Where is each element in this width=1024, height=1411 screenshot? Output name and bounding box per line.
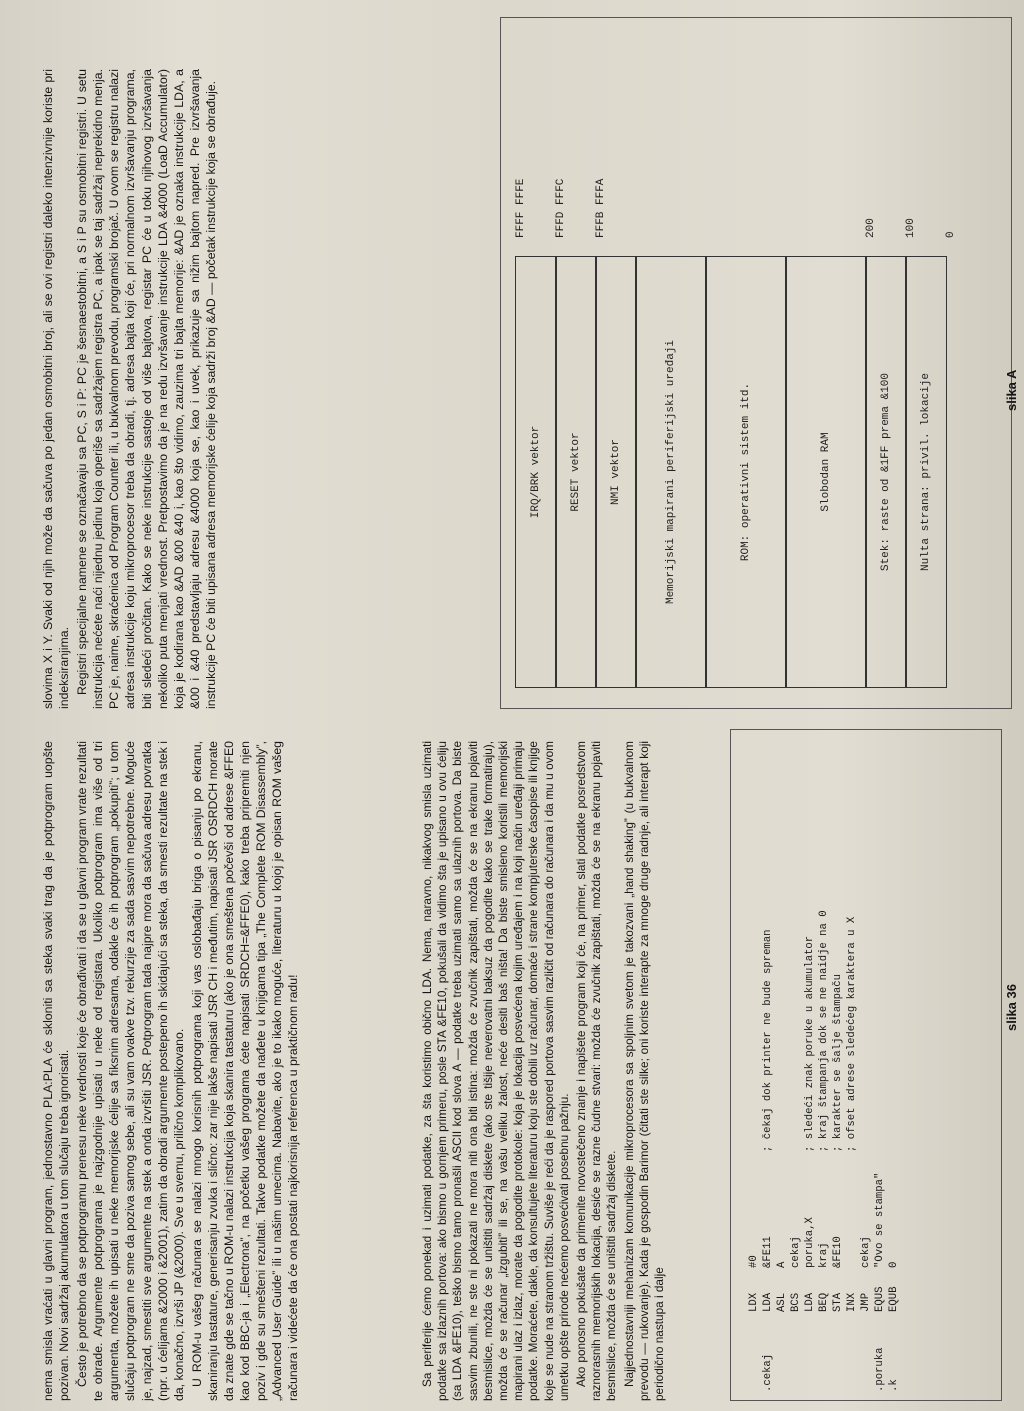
memory-region [865, 256, 907, 688]
code-comment: ; ofset adrese sledećeg karaktera u X [846, 916, 858, 1152]
memory-address: FFFB FFFA [595, 178, 607, 238]
code-arg: "Ovo se stampa" [874, 1172, 886, 1268]
memory-address: 0 [945, 231, 957, 238]
code-arg: cekaj [790, 1236, 802, 1268]
figure-a-caption: slika A [1004, 369, 1019, 411]
memory-region-label: Memorijski mapirani periferijski uređaji [665, 339, 677, 605]
code-arg: A [776, 1261, 788, 1268]
code-op: BEQ [818, 1292, 830, 1312]
paragraph: U ROM-u vašeg računara se nalazi mnogo korisnih potprograma koji vas oslobađaju briga o pisanju po ekranu, skaniranju tastature, generisanju zvuka i slično: zar nije lakše napisati JSR CH i međutim, napisati JSR OSRDCH morate da znate gde se tačno u ROM-u nalazi instrukcija koja skanira tastaturu (ako je ona smeštena počevši od adrese &FFE0 kao kod BBC-ja i „Electrona”, na početku vašeg programa ćete napisati SRDCH=&FFE0), kako treba pripremiti njen poziv i gde su smešteni rezultati. Takve podatke možete da nađete u knjigama tipa „The Complete ROM Disassembly”, „Advanced User Guide” ili u našim umecima. Nabavite, ako je to ikako moguće, literaturu u kojoj je opisan ROM vašeg računara i videćete da će ona postati najkorisnija referenca u praktičnom radu! [189, 741, 301, 1401]
memory-region-label: Slobodan RAM [820, 432, 832, 512]
code-op: LDA [762, 1292, 774, 1312]
code-label: .poruka [874, 1347, 886, 1392]
code-comment: ; kraj štampanja dok se ne naidje na 0 [818, 910, 830, 1152]
memory-address: 100 [905, 218, 917, 238]
lower-text-block [420, 741, 720, 1401]
paragraph: slovima X i Y. Svaki od njih može da sačuva po jedan osmobitni broj, ali se ovi registri daleko intenzivnije koriste pri indeksiranjima. [41, 69, 72, 709]
memory-region [635, 256, 707, 688]
code-op: INX [846, 1292, 858, 1312]
memory-region-label: ROM: operativni sistem itd. [740, 382, 752, 562]
code-comment: ; karakter se šalje štampaču [832, 973, 844, 1152]
memory-address: 200 [865, 218, 877, 238]
code-arg: #0 [748, 1255, 760, 1268]
paragraph: Registri specijalne namene se označavaju sa PC, S i P: PC je šesnaestobitni, a S i P su osmobitni registri. U setu instrukcija nećete naći nijednu jedinu koja operiše sa sadržajem registra PC, a ipak se taj sadržaj neprekidno menja. PC je, naime, skraćenica od Program Counter ili, u bukvalnom prevodu, programski brojač. U ovom se registru nalazi adresa instrukcije koju mikroprocesor treba da obradi, tj. adresa bajta koji će, pri normalnom izvršavanju programa, biti sledeći pročitan. Kako se neke instrukcije sastoje od više bajtova, registar PC će u toku njihovog izvršavanja nekoliko puta menjati vrednost. Pretpostavimo da je na redu izvršavanje instrukcije LDA &4000 (LoaD Accumulator) koja je kodirana kao &AD &00 &40 i, kao što vidimo, zauzima tri bajta memorije: &AD je oznaka instrukcije LDA, a &00 i &40 predstavljaju adresu &4000 koja se, kao i uvek, prikazuje sa nižim bajtom napred. Pre izvršavanja instrukcije PC će biti upisana adresa memorijske ćelije koja sadrži broj &AD — početak instrukcije koja se obrađuje. [75, 69, 218, 709]
memory-region [905, 256, 947, 688]
code-op: JMP [860, 1292, 872, 1312]
code-op: STA [832, 1292, 844, 1312]
paragraph: Često je potrebno da se potprogramu prenesu neke vrednosti koje će obrađivati i da se u glavni program vrate rezultati te obrade. Argumente potprograma je najzgodnije upisati u neke od registara. Ukoliko potprogram ima više od tri argumenta, možete ih upisati u neke memorijske ćelije sa fiksnim adresama, odakle će ih potprogram „pokupiti”; u tom slučaju potprogram ne sme da poziva samog sebe, ali su vam ovakve tzv. rekurzije za sada sasvim nepotrebne. Moguće je, najzad, smestiti sve argumente na stek a onda izvršiti JSR. Potprogram tada najpre mora da sačuva adresu povratka (npr. u ćelijama &2000 i &2001), zatim da obradi argumente postepeno ih skidajući sa steka, da smesti rezultate na stek i da, konačno, izvrši JP (&2000). Sve u svemu, prilično komplikovano. [75, 741, 186, 1401]
memory-region-label: RESET vektor [570, 432, 582, 512]
middle-text-column [40, 69, 490, 709]
left-text-column [40, 741, 410, 1401]
memory-address: FFFF FFFE [515, 178, 527, 238]
paragraph: nema smisla vraćati u glavni program, jednostavno PLA:PLA će skloniti sa steka svaki trag da je potprogram uopšte pozivan. Novi sadržaj akumulatora u tom slučaju treba ignorisati. [41, 741, 72, 1401]
memory-region-label: NMI vektor [610, 439, 622, 506]
memory-region-label: Stek: raste od &1FF prema &100 [880, 372, 892, 572]
code-op: LDX [748, 1292, 760, 1312]
code-arg: &FE11 [762, 1236, 774, 1268]
code-op: EQUS [874, 1286, 886, 1312]
memory-region [705, 256, 787, 688]
memory-region [555, 256, 597, 688]
code-arg: poruka,X [804, 1217, 816, 1268]
code-op: EQUB [888, 1286, 900, 1312]
memory-region [595, 256, 637, 688]
figure-36-caption: slika 36 [1004, 984, 1019, 1031]
figure-a-box [500, 17, 1012, 709]
code-op: BCS [790, 1292, 802, 1312]
code-op: ASL [776, 1292, 788, 1312]
code-op: LDA [804, 1292, 816, 1312]
code-comment: ; čekaj dok printer ne bude spreman [762, 929, 774, 1152]
memory-address: FFFD FFFC [555, 178, 567, 238]
paragraph: Najjednostavniji mehanizam komunikacije mikroprocesora sa spoljnim svetom je takozvani „hand shaking” (u bukvalnom prevodu — rukovanje). Kada je gospodin Barimor (čitati ste silke; oni koriste interapte za mnoge druge radnje, ali interapt koji periodično nastupa i dalje [621, 741, 667, 1401]
code-arg: cekaj [860, 1236, 872, 1268]
figure-36-box [730, 729, 1002, 1401]
memory-region-label: IRQ/BRK vektor [530, 425, 542, 519]
code-comment: ; sledeći znak poruke u akumulator [804, 935, 816, 1152]
code-arg: &FE10 [832, 1236, 844, 1268]
memory-region-label: Nulta strana: privil. lokacije [920, 372, 932, 572]
code-arg: 0 [888, 1261, 900, 1268]
code-label: .cekaj [762, 1353, 774, 1392]
code-arg: kraj [818, 1242, 830, 1268]
memory-region [515, 256, 557, 688]
code-label: .k [888, 1379, 900, 1392]
paragraph: Sa periferije ćemo ponekad i uzimati podatke, za šta koristimo obično LDA. Nema, naravno, nikakvog smisla uzimati podatke sa izlaznih portova: ako bismo u gornjem primeru, posle STA &FE10, pokušali da vidimo šta je upisano u ovu ćeliju (sa LDA &FE10), teško bismo tamo pronašli ASCII kod slova A — podatke treba uzimati samo sa ulaznih portova. Da biste sasvim zbunili, ne ste ni pokazati ne mora niti ona biti istina: možda će zvučnik zapištati, možda će se na ekranu pojaviti besmislice, možda će se uništiti sadržaj diskete (ako ste tišije neverovatni baksuz da pogodite kako se trake formatiraju), možda će se računar „izgubiti” ili se, na vašu veliku žalost, neće desiti baš ništa! Da biste smisleno koristili memorijski mapirani ulaz i izlaz, morate da pogodite protokole: koja je lokacija posvećena kojim uređajem i na koji način uređaji primaju podatke. Moraćete, dakle, da konsultujete literaturu koju ste dobili uz računar, domaće i strane kompjuterske časopise ili knjige koje se nude na stranom tržištu. Suviše je reći da je raspored portova sasvim različit od računara do računara i da mu u ovom umetku opšte prirode nećemo posvećivati posebnu pažnju. [420, 741, 571, 1401]
memory-region [785, 256, 867, 688]
paragraph: Ako ponosno pokušate da primenite novostečeno znanje i napišete program koji će, na primer, slati podatke posredstvom raznorasnih memorijskih lokacija, desiće se razne čudne stvari: možda će zvučnik zapištati, možda će se na ekranu pojaviti besmislice, možda će se uništiti sadržaj diskete. [574, 741, 619, 1401]
